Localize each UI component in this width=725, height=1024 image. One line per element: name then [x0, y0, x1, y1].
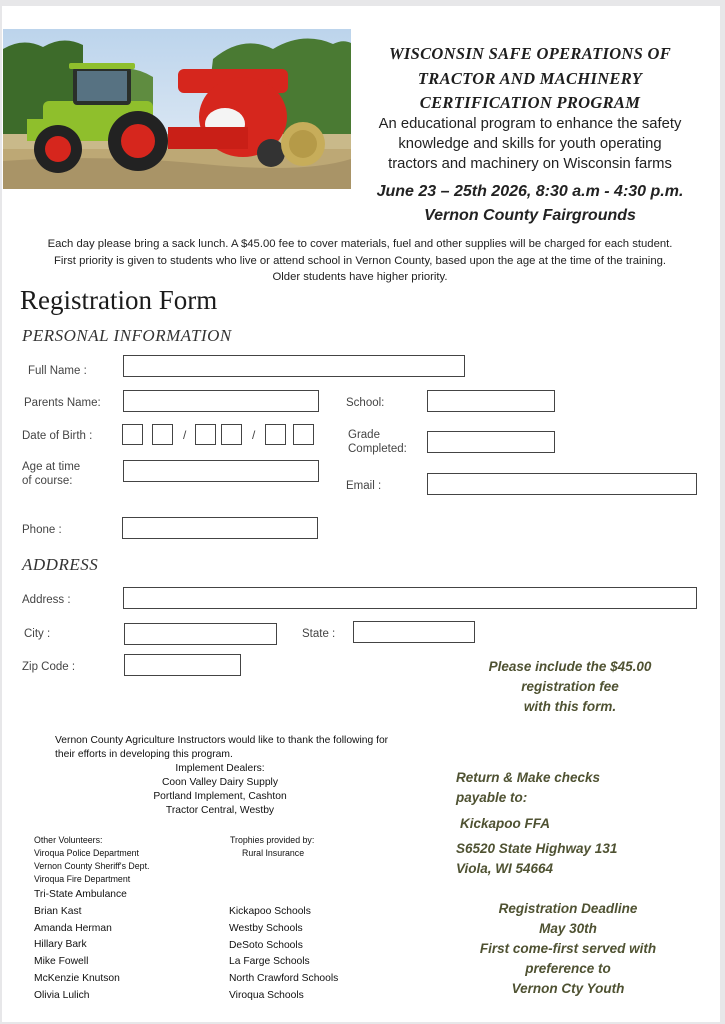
thanks-line: Vernon County Agriculture Instructors would like to thank the following for [55, 735, 389, 746]
volunteer-name: Amanda Herman [34, 922, 112, 934]
intro-line: Each day please bring a sack lunch. A $45.00 fee to cover materials, fuel and other supplies will be charged for each student. [47, 238, 673, 250]
intro-text [10, 236, 710, 286]
address-label: Address : [22, 594, 71, 606]
zip-label: Zip Code : [22, 661, 76, 673]
dob-year-digit-2[interactable] [293, 424, 314, 445]
payee-address [456, 839, 696, 879]
trophies-sponsor: Rural Insurance [242, 848, 305, 858]
volunteer-item: Vernon County Sheriff's Dept. [34, 861, 150, 871]
deadline-line: Vernon Cty Youth [511, 981, 625, 996]
title-line: TRACTOR AND MACHINERY [417, 68, 643, 88]
email-label: Email : [346, 480, 382, 492]
grade-field[interactable] [427, 431, 555, 453]
other-volunteers [34, 834, 149, 886]
grade-label-line: Grade [348, 429, 380, 441]
city-field[interactable] [124, 623, 277, 645]
school-name: Westby Schools [229, 922, 303, 934]
state-label: State : [302, 628, 336, 640]
deadline-line: preference to [525, 961, 611, 976]
deadline-line: May 30th [539, 921, 597, 936]
return-line: payable to: [456, 790, 528, 805]
return-line: Return & Make checks [456, 770, 601, 785]
fee-note [450, 657, 690, 717]
state-field[interactable] [353, 621, 475, 643]
personal-info-heading: PERSONAL INFORMATION [22, 326, 232, 345]
volunteer-name: Hillary Bark [34, 939, 87, 951]
dealer-item: Portland Implement, Cashton [153, 791, 287, 802]
intro-line: Older students have higher priority. [272, 271, 448, 283]
trophies-credit [230, 834, 350, 860]
dob-separator: / [252, 428, 256, 442]
deadline-line: Registration Deadline [498, 901, 638, 916]
program-schedule [352, 180, 708, 228]
payee-address-line: S6520 State Highway 131 [456, 841, 618, 856]
school-name: La Farge Schools [229, 956, 310, 968]
fee-note-line: Please include the $45.00 [488, 659, 652, 674]
dob-month-digit-2[interactable] [152, 424, 173, 445]
volunteers-heading: Other Volunteers: [34, 835, 103, 845]
fee-note-line: registration fee [521, 679, 619, 694]
tractor-photo [3, 29, 351, 189]
dealer-item: Tractor Central, Westby [165, 805, 275, 816]
address-field[interactable] [123, 587, 697, 609]
deadline-line: First come-first served with [479, 941, 657, 956]
parents-name-label: Parents Name: [24, 397, 101, 409]
return-instructions [456, 768, 696, 808]
program-location: Vernon County Fairgrounds [424, 207, 636, 224]
age-label-line: of course: [22, 475, 73, 487]
dob-year-digit-1[interactable] [265, 424, 286, 445]
parents-name-field[interactable] [123, 390, 319, 412]
fee-note-line: with this form. [523, 699, 617, 714]
description-line: tractors and machinery on Wisconsin farms [388, 156, 672, 172]
volunteer-name: Brian Kast [34, 905, 82, 917]
dob-month-digit-1[interactable] [122, 424, 143, 445]
city-label: City : [24, 628, 51, 640]
title-line: WISCONSIN SAFE OPERATIONS OF [388, 44, 672, 63]
school-name: North Crawford Schools [229, 973, 339, 985]
volunteer-names [34, 887, 127, 1005]
school-field[interactable] [427, 390, 555, 412]
payee-org: Kickapoo FFA [460, 816, 551, 831]
dob-separator: / [183, 428, 187, 442]
volunteer-item: Viroqua Police Department [34, 848, 139, 858]
trophies-heading: Trophies provided by: [230, 835, 315, 845]
program-description [352, 114, 708, 174]
volunteer-name: Mike Fowell [34, 956, 89, 968]
thanks-line: their efforts in developing this program. [55, 749, 233, 760]
volunteer-name: McKenzie Knutson [34, 972, 120, 984]
age-label-line: Age at time [22, 461, 81, 473]
grade-label-line: Completed: [348, 443, 407, 455]
zip-field[interactable] [124, 654, 241, 676]
dealers-heading: Implement Dealers: [175, 763, 265, 774]
title-line: CERTIFICATION PROGRAM [419, 93, 641, 112]
dob-day-digit-1[interactable] [195, 424, 216, 445]
description-line: knowledge and skills for youth operating [398, 136, 662, 152]
school-name: Viroqua Schools [229, 989, 304, 1001]
thanks-text [55, 734, 425, 762]
school-name: Kickapoo Schools [229, 906, 311, 917]
age-label [22, 460, 80, 488]
full-name-field[interactable] [123, 355, 465, 377]
implement-dealers [110, 762, 330, 818]
school-name: DeSoto Schools [229, 939, 303, 951]
grade-label [348, 428, 407, 456]
age-field[interactable] [123, 460, 319, 482]
phone-field[interactable] [122, 517, 318, 539]
full-name-label: Full Name : [28, 365, 87, 377]
school-names [229, 904, 338, 1005]
address-heading: ADDRESS [22, 555, 99, 574]
registration-form-title: Registration Form [20, 285, 218, 315]
payee-address-line: Viola, WI 54664 [456, 861, 554, 876]
program-title [355, 42, 705, 116]
dob-label: Date of Birth : [22, 430, 93, 442]
dob-day-digit-2[interactable] [221, 424, 242, 445]
school-label: School: [346, 397, 385, 409]
registration-deadline [448, 899, 688, 999]
description-line: An educational program to enhance the safety [378, 116, 682, 132]
phone-label: Phone : [22, 524, 62, 536]
volunteer-name: Olivia Lulich [34, 989, 90, 1001]
email-field[interactable] [427, 473, 697, 495]
intro-line: First priority is given to students who live or attend school in Vernon County, based upon the age at the time of the training. [53, 254, 667, 267]
program-dates: June 23 – 25th 2026, 8:30 a.m - 4:30 p.m. [376, 183, 684, 200]
dealer-item: Coon Valley Dairy Supply [162, 777, 278, 788]
volunteer-name: Tri-State Ambulance [34, 889, 127, 900]
volunteer-item: Viroqua Fire Department [34, 874, 131, 884]
